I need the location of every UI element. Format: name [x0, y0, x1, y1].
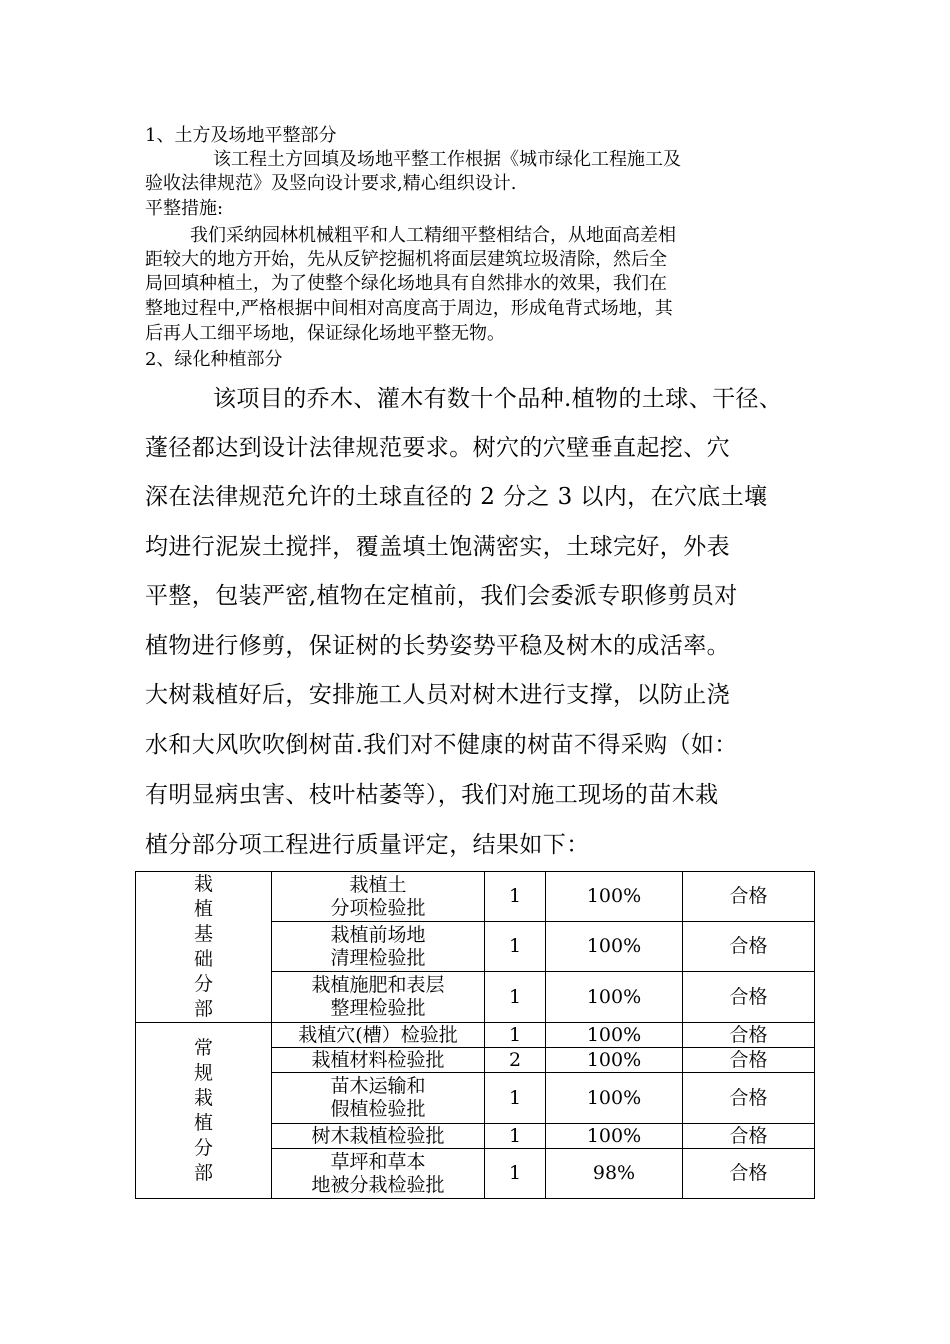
section-2-body-line-8: 水和大风吹吹倒树苗.我们对不健康的树苗不得采购（如： [145, 732, 738, 758]
count-cell: 1 [485, 1023, 546, 1048]
count-cell: 1 [485, 1073, 546, 1124]
section-2-body-line-10: 植分部分项工程进行质量评定，结果如下： [145, 832, 590, 858]
measures-label: 平整措施: [145, 198, 224, 219]
section-2-body-line-7: 大树栽植好后，安排施工人员对树木进行支撑，以防止浇 [145, 682, 730, 708]
quality-evaluation-table [135, 871, 815, 1199]
section-2-heading: 2、绿化种植部分 [145, 349, 283, 370]
count-cell: 1 [485, 972, 546, 1023]
item-label-line: 地被分栽检验批 [311, 1173, 445, 1196]
measures-line-1: 我们采纳园林机械粗平和人工精细平整相结合，从地面高差相 [190, 225, 676, 246]
section-1-heading: 1、土方及场地平整部分 [145, 125, 337, 146]
rate-cell: 100% [546, 972, 683, 1023]
category-label: 栽植基础分部 [193, 873, 213, 1020]
table-row [136, 872, 815, 922]
item-cell [272, 972, 485, 1023]
count-cell: 1 [485, 1124, 546, 1149]
item-label-line: 栽植前场地 [330, 923, 426, 946]
item-label-line: 苗木运输和 [330, 1075, 426, 1097]
item-label-line: 假植检验批 [330, 1098, 426, 1120]
category-cell [136, 1023, 272, 1199]
item-cell [272, 922, 485, 972]
item-cell [272, 1149, 485, 1199]
item-cell [272, 1073, 485, 1124]
item-label-line: 栽植土 [349, 873, 407, 896]
result-cell: 合格 [683, 1023, 815, 1048]
section-1-intro-line-1: 该工程土方回填及场地平整工作根据《城市绿化工程施工及 [213, 149, 681, 170]
item-label-line: 草坪和草本 [330, 1150, 426, 1173]
rate-cell: 98% [546, 1149, 683, 1199]
result-cell: 合格 [683, 972, 815, 1023]
item-label-line: 清理检验批 [330, 946, 426, 969]
section-2-body-line-4: 均进行泥炭土搅拌，覆盖填土饱满密实，土球完好，外表 [145, 534, 730, 560]
item-cell [272, 1048, 485, 1073]
category-label: 常规栽植分部 [193, 1036, 213, 1184]
section-2-body-line-2: 蓬径都达到设计法律规范要求。树穴的穴壁垂直起挖、穴 [145, 435, 730, 461]
category-cell [136, 872, 272, 1023]
table-row [136, 1023, 815, 1048]
section-1-intro-line-2: 验收法律规范》及竖向设计要求,精心组织设计. [145, 173, 517, 194]
section-2-body-line-5: 平整，包装严密,植物在定植前，我们会委派专职修剪员对 [145, 583, 738, 609]
result-cell: 合格 [683, 1073, 815, 1124]
item-cell [272, 872, 485, 922]
result-cell: 合格 [683, 1149, 815, 1199]
rate-cell: 100% [546, 1124, 683, 1149]
section-2-body-line-3: 深在法律规范允许的土球直径的 2 分之 3 以内，在穴底土壤 [145, 484, 768, 510]
item-cell [272, 1124, 485, 1149]
item-label-line: 栽植穴(槽）检验批 [298, 1023, 458, 1046]
count-cell: 1 [485, 872, 546, 922]
rate-cell: 100% [546, 872, 683, 922]
measures-line-2: 距较大的地方开始，先从反铲挖掘机将面层建筑垃圾清除，然后全 [145, 249, 667, 270]
rate-cell: 100% [546, 1048, 683, 1073]
result-cell: 合格 [683, 1124, 815, 1149]
item-label-line: 栽植材料检验批 [311, 1048, 445, 1071]
item-label-line: 整理检验批 [330, 997, 426, 1019]
measures-line-5: 后再人工细平场地，保证绿化场地平整无物。 [145, 323, 505, 344]
section-2-body-line-1: 该项目的乔木、灌木有数十个品种.植物的土球、干径、 [213, 386, 783, 412]
rate-cell: 100% [546, 922, 683, 972]
measures-line-3: 局回填种植土，为了使整个绿化场地具有自然排水的效果，我们在 [145, 273, 667, 294]
result-cell: 合格 [683, 872, 815, 922]
item-label-line: 树木栽植检验批 [311, 1124, 445, 1147]
section-2-body-line-9: 有明显病虫害、枝叶枯萎等），我们对施工现场的苗木栽 [145, 782, 719, 808]
item-label-line: 栽植施肥和表层 [311, 974, 445, 996]
item-cell [272, 1023, 485, 1048]
count-cell: 1 [485, 1149, 546, 1199]
rate-cell: 100% [546, 1073, 683, 1124]
count-cell: 1 [485, 922, 546, 972]
section-2-body-line-6: 植物进行修剪，保证树的长势姿势平稳及树木的成活率。 [145, 633, 730, 659]
measures-line-4: 整地过程中,严格根据中间相对高度高于周边，形成龟背式场地，其 [145, 298, 673, 319]
result-cell: 合格 [683, 1048, 815, 1073]
rate-cell: 100% [546, 1023, 683, 1048]
result-cell: 合格 [683, 922, 815, 972]
item-label-line: 分项检验批 [330, 896, 426, 919]
count-cell: 2 [485, 1048, 546, 1073]
